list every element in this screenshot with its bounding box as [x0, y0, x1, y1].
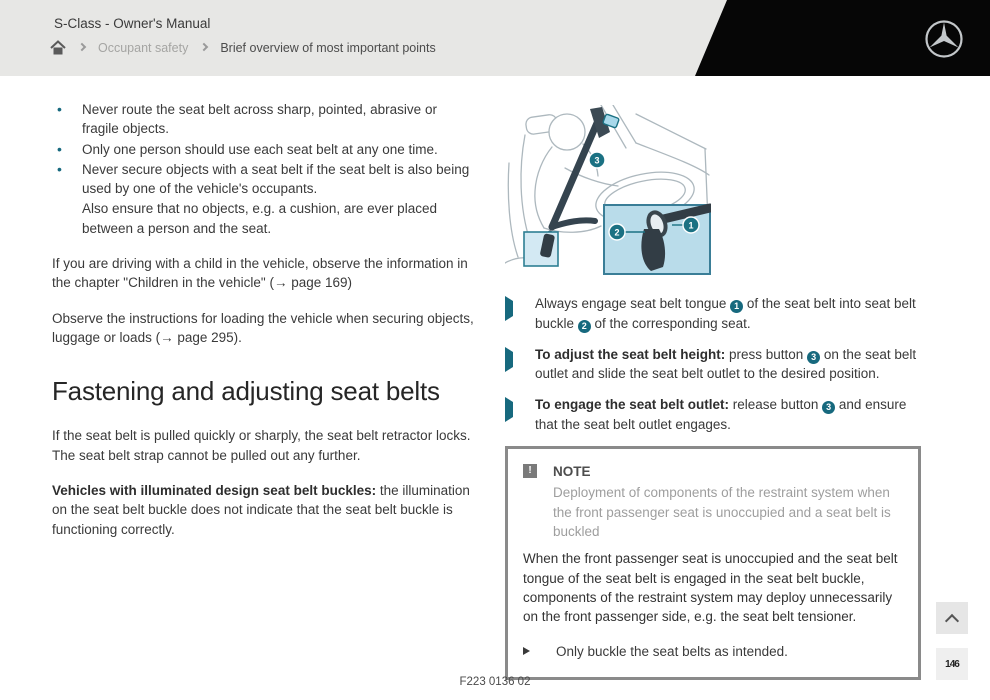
- figure-badge-1: 1: [688, 220, 694, 231]
- page-number-label: 146: [945, 658, 959, 670]
- step-engage-tongue: Always engage seat belt tongue 1 of the seat belt into seat belt buckle 2 of the corresponding seat.: [505, 294, 921, 333]
- figure-badge-2: 2: [614, 227, 620, 238]
- note-arrow-icon: [523, 647, 530, 655]
- paragraph-retractor: If the seat belt is pulled quickly or sharply, the seat belt retractor locks. The seat belt strap cannot be pulled out any further.: [52, 428, 471, 463]
- step-adjust-height: To adjust the seat belt height: press button 3 on the seat belt outlet and slide the seat belt outlet to the desired position.: [505, 345, 921, 384]
- instruction-steps: [505, 294, 921, 434]
- inline-badge-2: 2: [578, 320, 591, 333]
- breadcrumb-chevron-icon: [200, 43, 208, 51]
- paragraph-bold-lead: Vehicles with illuminated design seat belt buckles:: [52, 483, 377, 499]
- figure-badge-3: 3: [594, 155, 600, 166]
- exclamation-icon: !: [523, 464, 537, 478]
- note-body: When the front passenger seat is unoccupied and the seat belt tongue of the seat belt is engaged in the seat belt buckle, components of the restraint system may deploy unnecessarily on the front passenger side, e.g. the seat belt tensioner.: [523, 551, 898, 625]
- figure-code: F223 0136 02: [459, 676, 531, 688]
- step-arrow-icon: [505, 345, 535, 384]
- inline-badge-1: 1: [730, 300, 743, 313]
- scroll-to-top-button[interactable]: [936, 602, 968, 634]
- inline-badge-3: 3: [807, 351, 820, 364]
- page-title: S-Class - Owner's Manual: [54, 16, 211, 31]
- note-box: [505, 446, 921, 680]
- bullet-icon: •: [57, 160, 62, 177]
- bullet-icon: •: [57, 101, 62, 117]
- inline-badge-3: 3: [822, 401, 835, 414]
- note-subtitle: Deployment of components of the restraint system when the front passenger seat is unoccupied and a seat belt is buckled: [553, 485, 891, 539]
- paragraph-loading-instructions: Observe the instructions for loading the vehicle when securing objects, luggage or loads (→ page 295).: [52, 310, 474, 345]
- home-icon[interactable]: [50, 40, 66, 55]
- left-column: [52, 100, 474, 539]
- bullet-icon: •: [57, 140, 62, 157]
- step-engage-outlet: To engage the seat belt outlet: release button 3 and ensure that the seat belt outlet engages.: [505, 395, 921, 434]
- list-item: [52, 160, 474, 199]
- right-column: [505, 105, 921, 680]
- note-bullet: Only buckle the seat belts as intended.: [523, 642, 903, 661]
- breadcrumb-item-current[interactable]: Brief overview of most important points: [220, 40, 436, 55]
- list-item: [52, 100, 474, 139]
- section-heading: Fastening and adjusting seat belts: [52, 376, 440, 407]
- paragraph-children-in-vehicle: If you are driving with a child in the vehicle, observe the information in the chapter "Children in the vehicle" (→ page 169): [52, 256, 468, 291]
- step-arrow-icon: [505, 395, 535, 434]
- breadcrumb-chevron-icon: [78, 43, 86, 51]
- step-arrow-icon: [505, 294, 535, 333]
- bullet-text: Never secure objects with a seat belt if the seat belt is also being used by one of the vehicle's occupants.: [82, 161, 470, 197]
- breadcrumb: [50, 40, 436, 55]
- note-label: NOTE: [553, 464, 591, 480]
- bullet-followup-text: Also ensure that no objects, e.g. a cushion, are ever placed between a person and the seat.: [82, 201, 437, 236]
- breadcrumb-item-occupant-safety[interactable]: Occupant safety: [98, 40, 189, 55]
- bullet-text: Only one person should use each seat belt at any one time.: [82, 141, 438, 157]
- paragraph-rest: the illumination on the seat belt buckle does not indicate that the seat belt buckle is functioning correctly.: [52, 483, 470, 537]
- seat-belt-illustration: [505, 105, 711, 275]
- bullet-text: Never route the seat belt across sharp, pointed, abrasive or fragile objects.: [82, 102, 437, 137]
- chevron-up-icon: [945, 613, 959, 627]
- header: [0, 0, 990, 76]
- mercedes-logo-icon: [924, 19, 964, 59]
- list-item: [52, 140, 474, 159]
- paragraph-illuminated-buckles: [52, 481, 474, 539]
